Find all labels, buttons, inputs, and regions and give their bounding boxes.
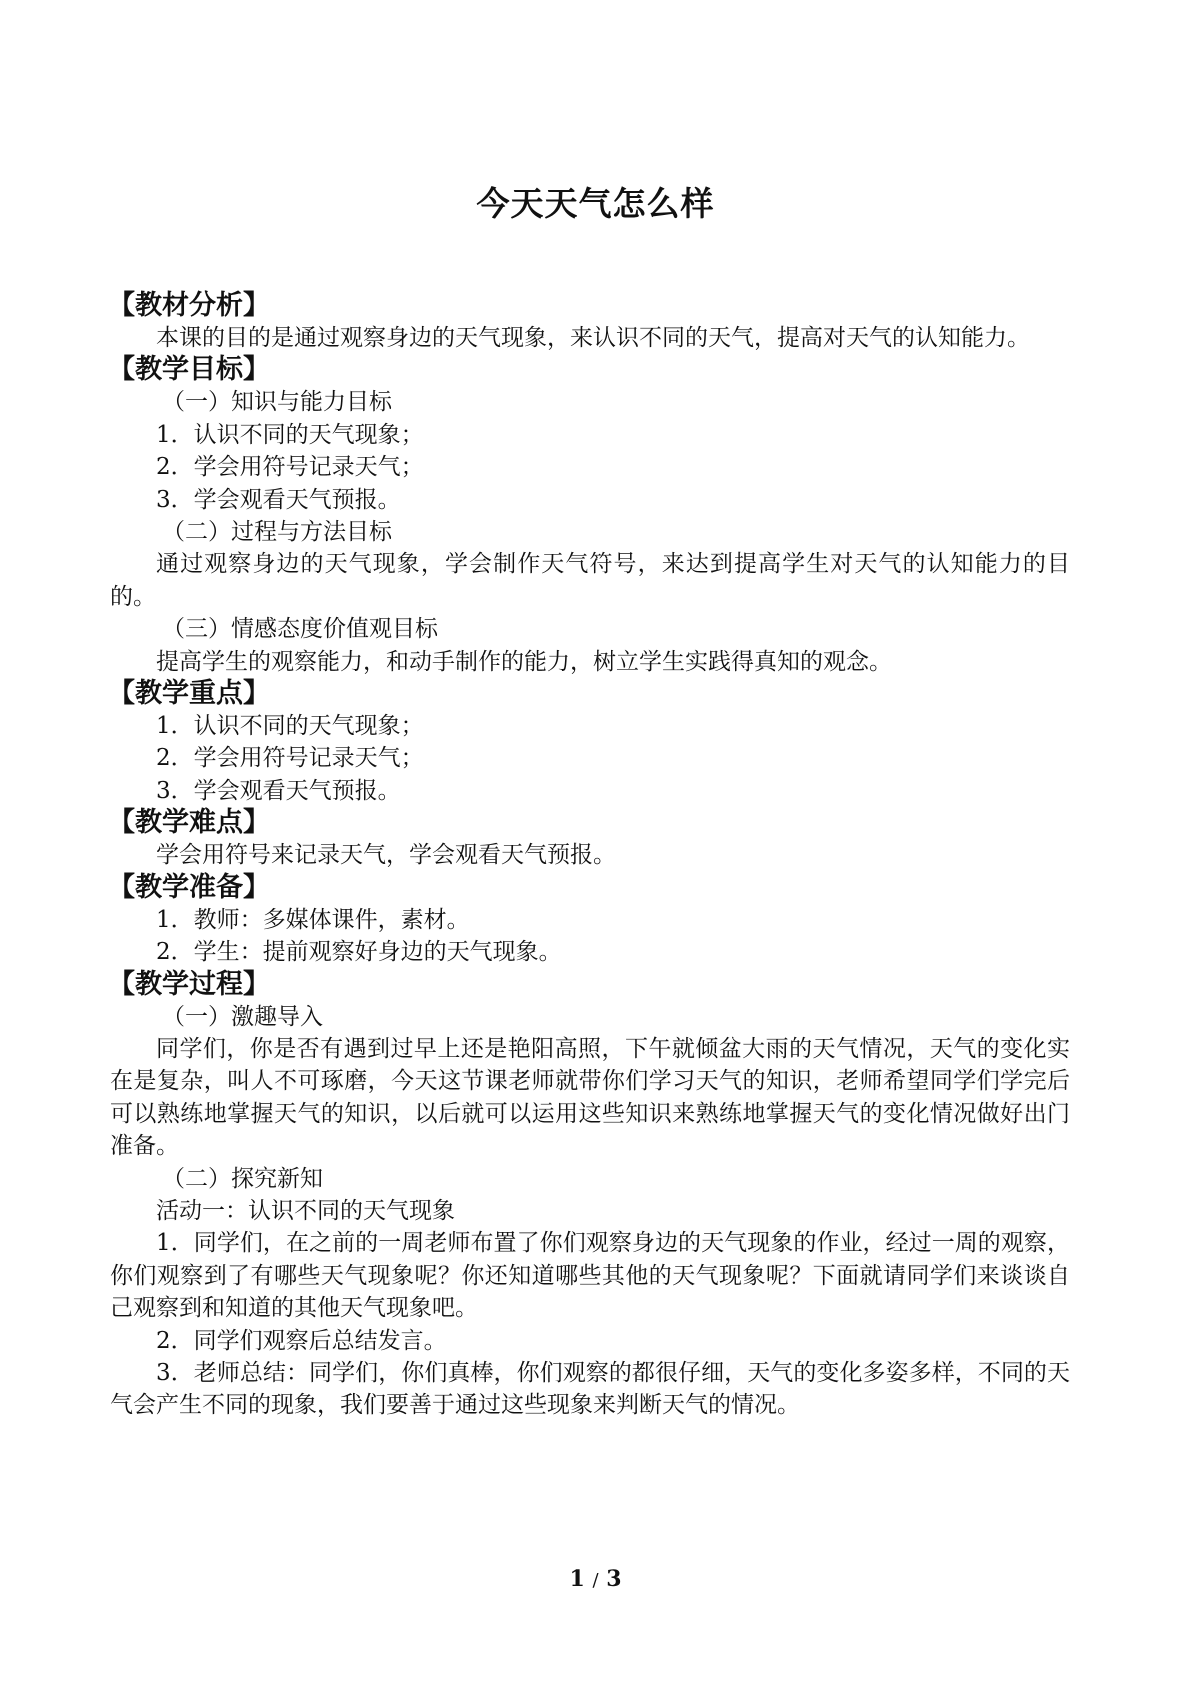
goals-item: 2．学会用符号记录天气； xyxy=(156,454,424,481)
heading-key-points: 【教学重点】 xyxy=(108,678,270,710)
activity-1-title: 活动一：认识不同的天气现象 xyxy=(156,1197,455,1224)
analysis-text: 本课的目的是通过观察身边的天气现象，来认识不同的天气，提高对天气的认知能力。 xyxy=(156,325,1030,351)
goals-subheading-1: （一）知识与能力目标 xyxy=(162,389,392,416)
page-number xyxy=(0,1566,1191,1592)
key-point-item: 1．认识不同的天气现象； xyxy=(156,713,424,740)
heading-preparation: 【教学准备】 xyxy=(108,871,270,903)
page-separator: / xyxy=(592,1570,599,1591)
goals-attitude-text: 提高学生的观察能力，和动手制作的能力，树立学生实践得真知的观念。 xyxy=(156,648,892,675)
page-total: 3 xyxy=(606,1566,622,1592)
document-title: 今天天气怎么样 xyxy=(476,184,715,223)
key-point-item: 3．学会观看天气预报。 xyxy=(156,777,401,804)
goals-item: 3．学会观看天气预报。 xyxy=(156,486,401,513)
heading-analysis: 【教材分析】 xyxy=(108,290,270,321)
key-point-item: 2．学会用符号记录天气； xyxy=(156,745,424,772)
heading-goals: 【教学目标】 xyxy=(108,354,270,386)
heading-difficulties: 【教学难点】 xyxy=(108,807,270,839)
preparation-item: 1．教师：多媒体课件，素材。 xyxy=(156,906,470,933)
difficulties-text: 学会用符号来记录天气，学会观看天气预报。 xyxy=(156,842,616,869)
document-body xyxy=(110,290,1080,1422)
activity-1-item: 3．老师总结：同学们，你们真棒，你们观察的都很仔细，天气的变化多姿多样，不同的天气会产生不同的现象，我们要善于通过这些现象来判断天气的情况。 xyxy=(110,1359,1070,1419)
activity-1-item: 1．同学们，在之前的一周老师布置了你们观察身边的天气现象的作业，经过一周的观察，你们观察到了有哪些天气现象呢？你还知道哪些其他的天气现象呢？下面就请同学们来谈谈自己观察到和知道的其他天气现象吧。 xyxy=(110,1230,1070,1322)
process-part-1: （一）激趣导入 xyxy=(162,1003,323,1030)
goals-subheading-2: （二）过程与方法目标 xyxy=(162,519,392,546)
page-current: 1 xyxy=(569,1566,585,1592)
process-part-2: （二）探究新知 xyxy=(162,1165,323,1192)
goals-item: 1．认识不同的天气现象； xyxy=(156,421,424,448)
preparation-item: 2．学生：提前观察好身边的天气现象。 xyxy=(156,939,562,966)
process-part-1-text: 同学们，你是否有遇到过早上还是艳阳高照，下午就倾盆大雨的天气情况，天气的变化实在是复杂，叫人不可琢磨，今天这节课老师就带你们学习天气的知识，老师希望同学们学完后可以熟练地掌握天气的知识，以后就可以运用这些知识来熟练地掌握天气的变化情况做好出门准备。 xyxy=(110,1035,1070,1160)
goals-subheading-3: （三）情感态度价值观目标 xyxy=(162,616,438,643)
heading-process: 【教学过程】 xyxy=(108,968,270,1000)
activity-1-item: 2．同学们观察后总结发言。 xyxy=(156,1327,447,1354)
goals-process-text: 通过观察身边的天气现象，学会制作天气符号，来达到提高学生对天气的认知能力的目的。 xyxy=(110,551,1070,610)
